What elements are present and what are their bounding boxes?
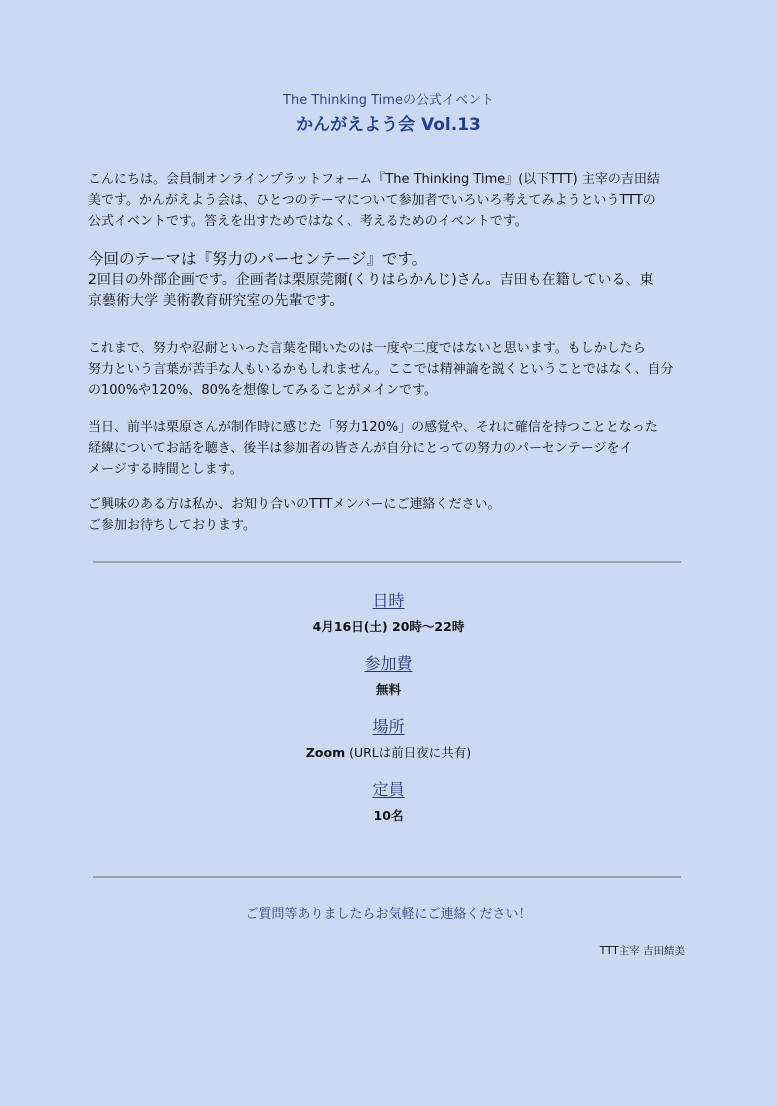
divider-top [93,561,681,563]
intro-paragraph [88,169,698,232]
place-value [0,744,777,762]
theme-section [88,249,698,312]
signature: TTT主宰 吉田結美 [599,945,685,957]
paragraph-line: ご参加お待ちしております。 [88,518,256,533]
datetime-block [0,590,777,636]
fee-label: 参加費 [364,654,413,673]
event-title: かんがえよう会 Vol.13 [296,115,481,135]
closing-paragraph [88,494,698,536]
capacity-block [0,779,777,825]
fee-value: 無料 [375,682,401,697]
paragraph-line: 努力という言葉が苦手な人もいるかもしれません。ここでは精神論を説くということではなく、自分 [88,362,674,377]
paragraph-line: これまで、努力や忍耐といった言葉を聞いたのは一度や二度ではないと思います。もしかしたら [88,341,646,356]
paragraph-line: の100%や120%、80%を想像してみることがメインです。 [88,383,437,398]
intro-line: 公式イベントです。答えを出すためではなく、考えるためのイベントです。 [88,214,528,229]
capacity-value: 10名 [373,808,404,823]
fee-block [0,653,777,699]
place-block [0,716,777,762]
paragraph-line: 当日、前半は栗原さんが制作時に感じた「努力120%」の感覚や、それに確信を持つこととなった [88,420,658,435]
place-note: (URLは前日夜に共有) [345,745,472,760]
theme-line: 京藝術大学 美術教育研究室の先輩です。 [88,293,344,309]
place-label: 場所 [372,717,405,736]
datetime-label: 日時 [372,591,405,610]
intro-line: 美です。かんがえよう会は、ひとつのテーマについて参加者でいろいろ考えてみようというTTTの [88,193,656,208]
contact-message: ご質問等ありましたらお気軽にご連絡ください！ [245,907,532,922]
place-platform: Zoom [305,745,346,760]
paragraph-line: 経緯についてお話を聴き、後半は参加者の皆さんが自分にとっての努力のパーセンテージをイ [88,441,633,456]
intro-line: こんにちは。会員制オンラインプラットフォーム『The Thinking Time』(以下TTT) 主宰の吉田結 [88,172,660,187]
capacity-label: 定員 [372,780,405,799]
datetime-value: 4月16日(土) 20時〜22時 [312,619,465,634]
description-paragraph-2 [88,417,698,480]
event-subtitle: The Thinking Timeの公式イベント [283,93,494,108]
event-details [0,590,777,842]
paragraph-line: メージする時間とします。 [88,462,243,477]
paragraph-line: ご興味のある方は私か、お知り合いのTTTメンバーにご連絡ください。 [88,497,501,512]
flyer-header [0,92,777,137]
description-paragraph-1 [88,338,698,401]
divider-bottom [93,876,681,878]
theme-line: 2回目の外部企画です。企画者は栗原莞爾(くりはらかんじ)さん。吉田も在籍している、東 [88,272,654,288]
theme-title: 今回のテーマは『努力のパーセンテージ』です。 [88,250,428,268]
